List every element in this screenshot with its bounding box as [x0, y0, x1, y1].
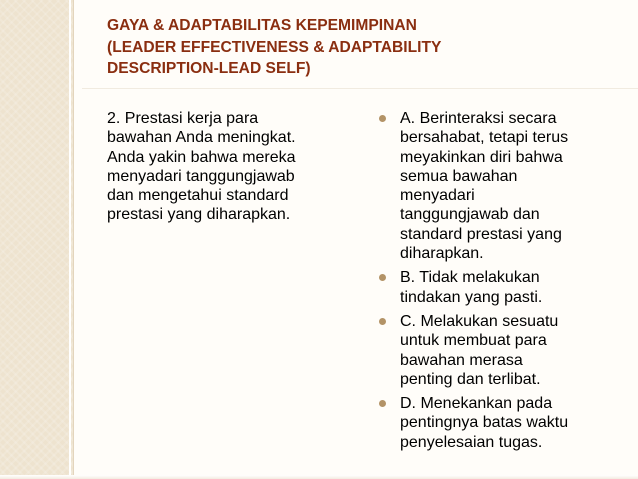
option-item-c: [376, 312, 616, 389]
bottom-shade: [0, 475, 638, 479]
option-item-d: [376, 394, 616, 452]
option-text: A. Berinteraksi secara bersahabat, tetapi terus meyakinkan diri bahwa semua bawahan menyadari tanggungjawab dan standard prestasi yang diharapkan.: [400, 110, 569, 263]
title-divider: [82, 88, 638, 89]
bullet-dot-icon: [379, 318, 386, 325]
bullet-dot-icon: [379, 400, 386, 407]
bullet-dot-icon: [379, 115, 386, 122]
options-list: [376, 109, 616, 457]
decorative-side-band: [0, 0, 74, 479]
slide-title: GAYA & ADAPTABILITAS KEPEMIMPINAN (LEADER EFFECTIVENESS & ADAPTABILITY DESCRIPTION-LEAD SELF): [107, 17, 442, 77]
option-item-b: [376, 268, 616, 307]
option-text: D. Menekankan pada pentingnya batas waktu penyelesaian tugas.: [400, 395, 569, 451]
bullet-dot-icon: [379, 274, 386, 281]
option-text: C. Melakukan sesuatu untuk membuat para bawahan merasa penting dan terlibat.: [400, 312, 559, 388]
option-item-a: [376, 109, 616, 263]
side-band-divider: [69, 0, 71, 479]
question-text: 2. Prestasi kerja para bawahan Anda meningkat. Anda yakin bahwa mereka menyadari tanggungjawab dan mengetahui standard prestasi yang diharapkan.: [107, 110, 296, 224]
side-band-edge: [73, 0, 74, 479]
option-text: B. Tidak melakukan tindakan yang pasti.: [400, 269, 543, 306]
